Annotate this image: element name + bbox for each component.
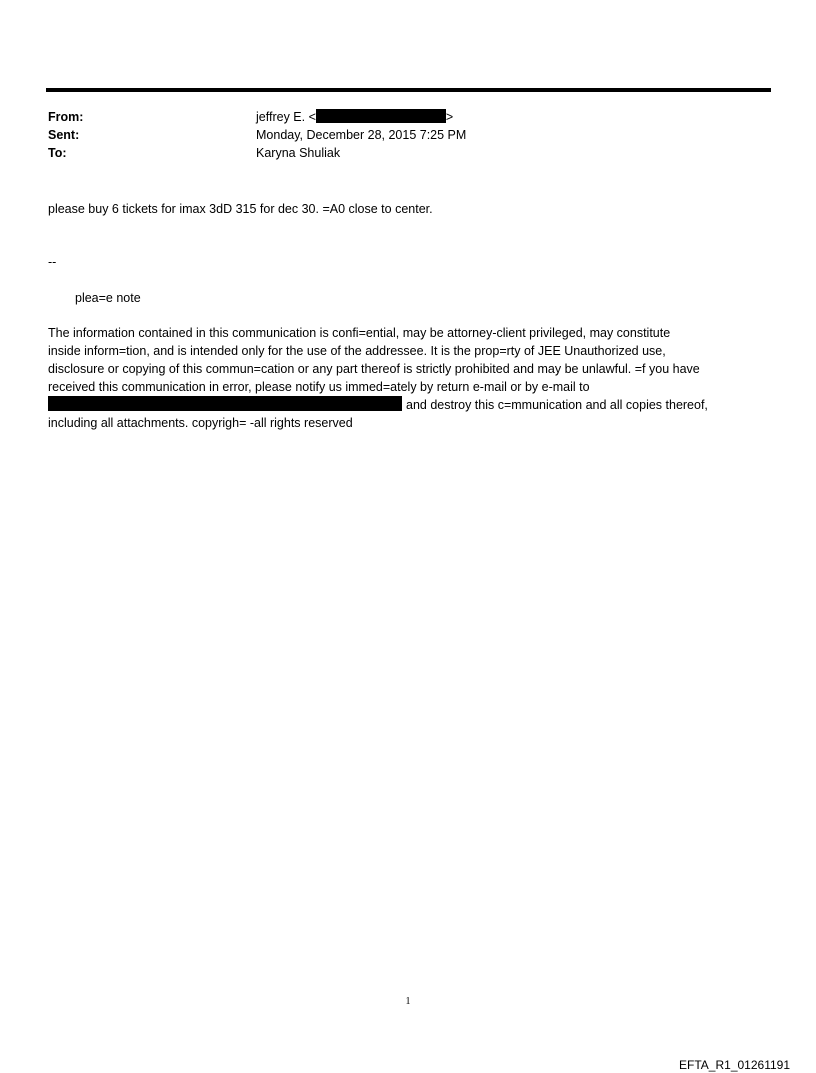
from-value	[256, 108, 453, 126]
sent-label: Sent:	[48, 128, 80, 142]
header-rule	[46, 88, 771, 92]
disclaimer-line: including all attachments. copyrigh= -all rights reserved	[48, 416, 353, 430]
sent-value: Monday, December 28, 2015 7:25 PM	[256, 128, 467, 142]
redacted-email	[316, 109, 446, 123]
to-label: To:	[48, 146, 67, 160]
document-id: EFTA_R1_01261191	[679, 1058, 790, 1072]
to-row	[48, 144, 466, 162]
note-text: plea=e note	[75, 291, 141, 305]
disclaimer-line: disclosure or copying of this commun=cation or any part thereof is strictly prohibited and may be unlawful. =f you have	[48, 362, 700, 376]
redacted-email-block	[48, 396, 402, 411]
to-value: Karyna Shuliak	[256, 146, 341, 160]
signature-separator: --	[48, 255, 57, 269]
from-row	[48, 108, 466, 126]
from-name: jeffrey E. <	[256, 110, 316, 124]
sent-row	[48, 126, 466, 144]
disclaimer	[48, 324, 773, 432]
disclaimer-line: inside inform=tion, and is intended only for the use of the addressee. It is the prop=rty of JEE Unauthorized use,	[48, 344, 666, 358]
from-label: From:	[48, 110, 84, 124]
disclaimer-line: The information contained in this communication is confi=ential, may be attorney-client privileged, may constitute	[48, 326, 671, 340]
message-text: please buy 6 tickets for imax 3dD 315 for dec 30. =A0 close to center.	[48, 202, 433, 216]
email-header	[48, 108, 466, 162]
from-close: >	[445, 110, 454, 124]
page-number: 1	[405, 996, 411, 1007]
disclaimer-line-tail: and destroy this c=mmunication and all copies thereof,	[406, 398, 708, 412]
disclaimer-line-redacted	[48, 396, 773, 414]
disclaimer-line: received this communication in error, please notify us immed=ately by return e-mail or by e-mail to	[48, 380, 590, 394]
